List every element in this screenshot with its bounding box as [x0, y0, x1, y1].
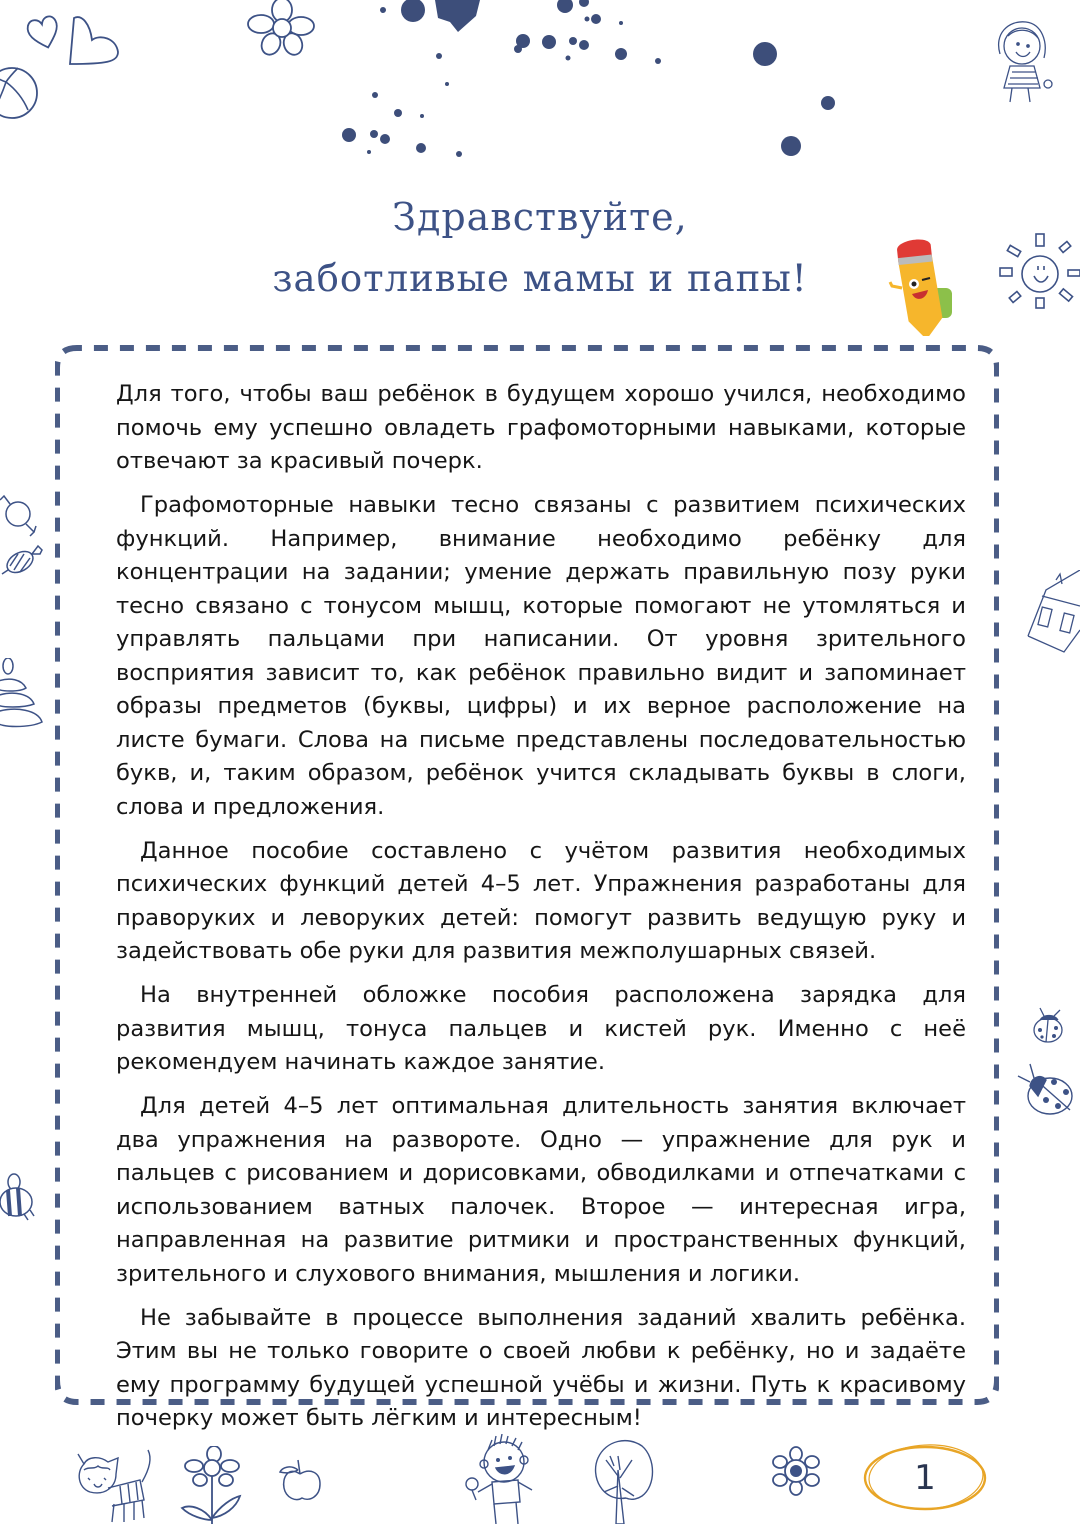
heart-small-icon: [24, 12, 64, 52]
bee-icon: [0, 1172, 40, 1228]
tree-icon: [592, 1436, 656, 1524]
daisy-icon: [770, 1446, 822, 1496]
title-line-2: заботливые мамы и папы!: [272, 257, 808, 300]
boy-drawing: [462, 1434, 548, 1524]
ladybug-small-icon: [1026, 1006, 1070, 1046]
candy-icon: [0, 482, 40, 542]
flower-icon: [246, 0, 316, 56]
paragraph-1: Для того, чтобы ваш ребёнок в будущем хорошо учился, необходимо помочь ему успешно овладеть графомоторными навыками, которые отвечают за красивый почерк.: [116, 381, 966, 474]
apple-icon: [278, 1458, 326, 1504]
girl-drawing: [990, 14, 1060, 104]
page-number-badge: [862, 1443, 988, 1513]
flower-stem-icon: [180, 1446, 246, 1524]
house-icon: [1026, 570, 1080, 660]
pencil-mascot: [882, 236, 962, 336]
paragraph-2: Графомоторные навыки тесно связаны с развитием психических функций. Например, внимание необходимо ребёнку для концентрации на задании; умение держать правильную позу руки тесно связано с тонусом мышц, которые помогают не утомляться и управлять пальцами при написании. От уровня зрительного восприятия зависит то, как ребёнок правильно видит и запоминает образы предметов (буквы, цифры) и их верное расположение на листе бумаги. Слова на письме представлены последовательностью букв, и, таким образом, ребёнок учится складывать буквы в слоги, слова и предложения.: [116, 492, 966, 820]
heart-large-icon: [66, 14, 126, 68]
paragraph-4: На внутренней обложке пособия расположена зарядка для развития мышц, тонуса пальцев и кистей рук. Именно с неё рекомендуем начинать каждое занятие.: [116, 982, 966, 1075]
ink-splatter: [340, 0, 940, 180]
paragraph-6: Не забывайте в процессе выполнения заданий хвалить ребёнка. Этим вы не только говорите о своей любви к ребёнку, но и задаёте ему программу будущей успешной учёбы и жизни. Путь к красивому почерку может быть лёгким и интересным!: [116, 1304, 966, 1431]
page-number: 1: [914, 1458, 936, 1498]
paragraph-3: Данное пособие составлено с учётом развития необходимых психических функций детей 4–5 лет. Упражнения разработаны для праворуких и леворуких детей: помогут развить ведущую руку и задействовать обе руки для развития межполушарных связей.: [116, 837, 966, 964]
title-line-1: Здравствуйте,: [392, 195, 688, 239]
ladybug-large-icon: [1008, 1060, 1080, 1124]
candy-striped-icon: [0, 540, 44, 580]
paragraph-5: Для детей 4–5 лет оптимальная длительность занятия включает два упражнения на развороте. Одно — упражнение для рук и пальцев с рисованием и дорисовками, обводилками и отпечатками с использованием ватных палочек. Второе — интересная игра, направленная на развитие ритмики и пространственных функций, зрительного и слухового внимания, мышления и логики.: [116, 1093, 966, 1287]
document-body: [116, 378, 966, 1446]
sun-icon: [998, 230, 1080, 310]
cat-drawing: [72, 1448, 162, 1524]
pyramid-toy-icon: [0, 658, 44, 734]
ball-icon: [0, 66, 40, 122]
